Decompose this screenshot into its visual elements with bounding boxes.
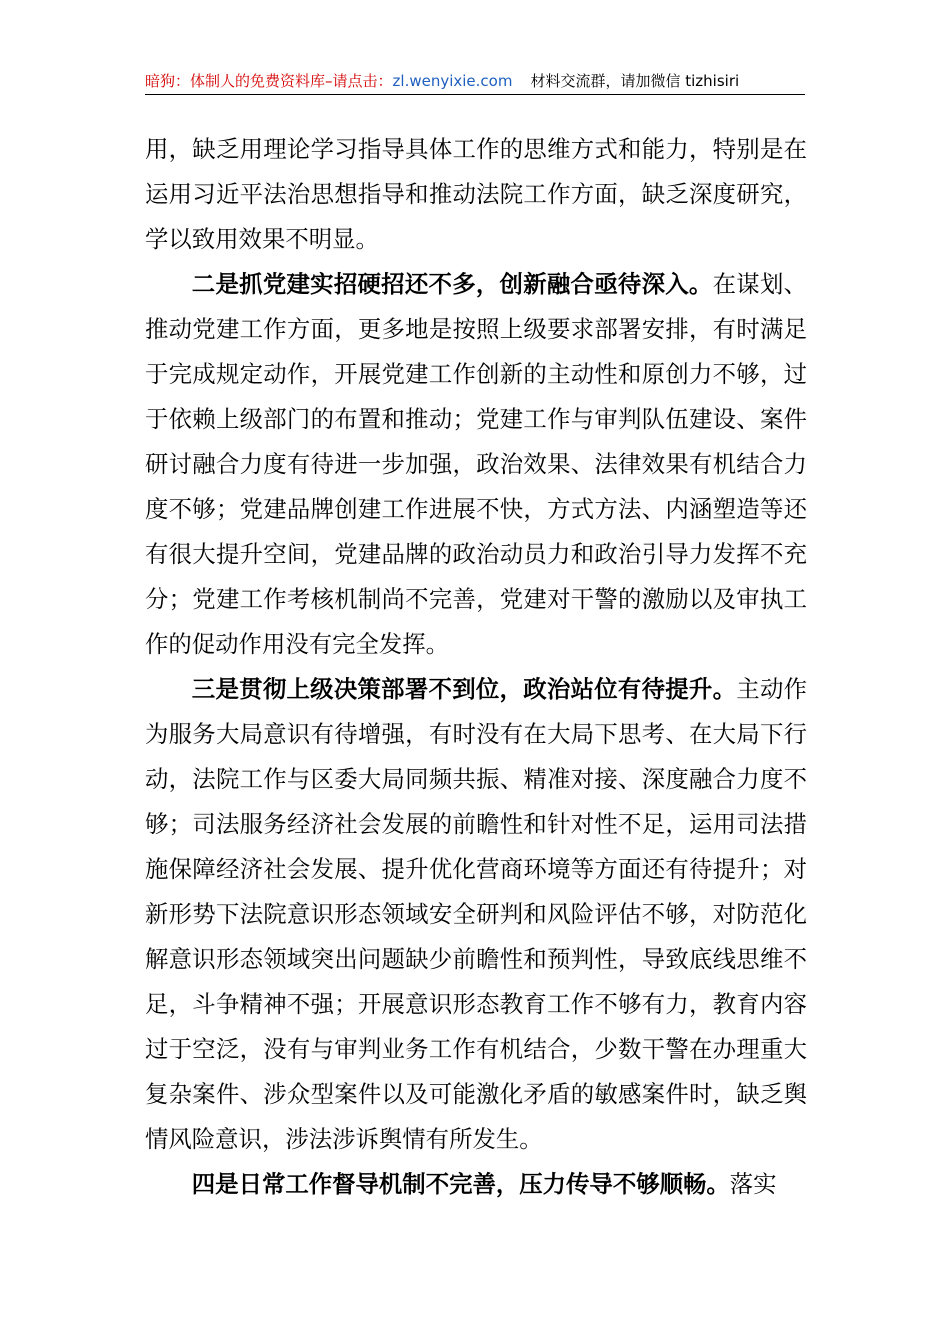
paragraph-lead-heading: 二是抓党建实招硬招还不多，创新融合亟待深入。: [191, 270, 713, 298]
header-click-prompt: –请点击：: [325, 72, 393, 90]
paragraph-point-two: [145, 262, 807, 667]
page-header: [145, 70, 805, 95]
paragraph-lead-heading: 四是日常工作督导机制不完善，压力传导不够顺畅。: [191, 1170, 730, 1198]
paragraph-text: 用，缺乏用理论学习指导具体工作的思维方式和能力，特别是在运用习近平法治思想指导和推动法院工作方面，缺乏深度研究，学以致用效果不明显。: [145, 135, 807, 253]
header-link[interactable]: zl.wenyixie.com: [392, 72, 513, 90]
header-brand: 暗狗：体制人的免费资料库: [145, 72, 326, 90]
document-body: [145, 127, 807, 1207]
paragraph-point-four: [145, 1162, 807, 1207]
paragraph-continued: [145, 127, 807, 262]
paragraph-point-three: [145, 667, 807, 1162]
header-wechat-note: 材料交流群，请加微信 tizhisiri: [530, 72, 740, 90]
paragraph-text: 主动作为服务大局意识有待增强，有时没有在大局下思考、在大局下行动，法院工作与区委大局同频共振、精准对接、深度融合力度不够；司法服务经济社会发展的前瞻性和针对性不足，运用司法措施保障经济社会发展、提升优化营商环境等方面还有待提升；对新形势下法院意识形态领域安全研判和风险评估不够，对防范化解意识形态领域突出问题缺少前瞻性和预判性，导致底线思维不足，斗争精神不强；开展意识形态教育工作不够有力，教育内容过于空泛，没有与审判业务工作有机结合，少数干警在办理重大复杂案件、涉众型案件以及可能激化矛盾的敏感案件时，缺乏舆情风险意识，涉法涉诉舆情有所发生。: [145, 675, 808, 1153]
paragraph-text: 在谋划、推动党建工作方面，更多地是按照上级要求部署安排，有时满足于完成规定动作，开展党建工作创新的主动性和原创力不够，过于依赖上级部门的布置和推动；党建工作与审判队伍建设、案件研讨融合力度有待进一步加强，政治效果、法律效果有机结合力度不够；党建品牌创建工作进展不快，方式方法、内涵塑造等还有很大提升空间，党建品牌的政治动员力和政治引导力发挥不充分；党建工作考核机制尚不完善，党建对干警的激励以及审执工作的促动作用没有完全发挥。: [145, 270, 808, 658]
paragraph-text: 落实: [729, 1170, 777, 1198]
paragraph-lead-heading: 三是贯彻上级决策部署不到位，政治站位有待提升。: [191, 675, 737, 703]
